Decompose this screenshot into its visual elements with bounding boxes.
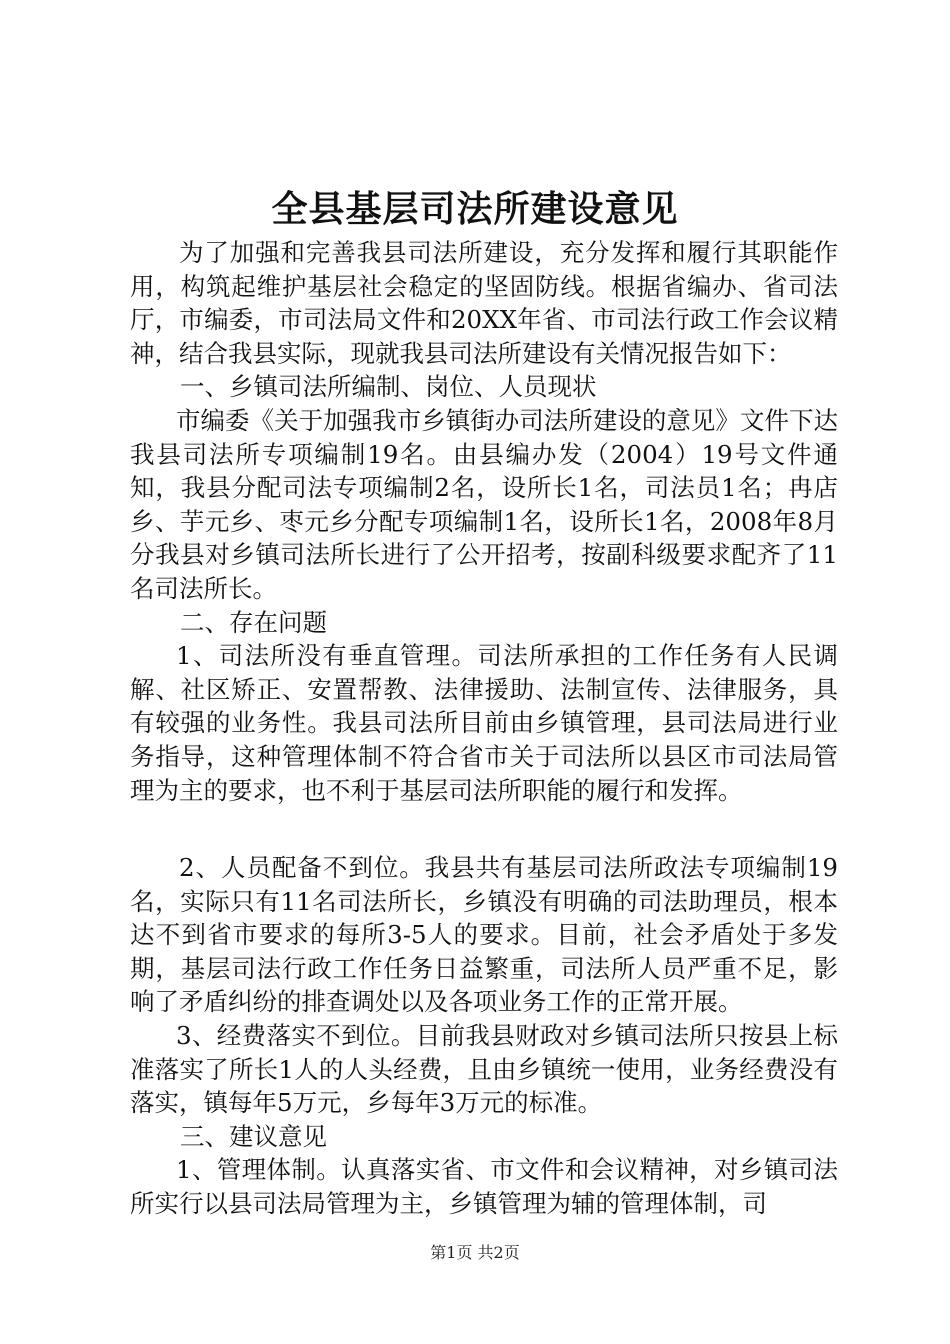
section-heading-suggestions: 三、建议意见 xyxy=(180,1121,327,1151)
page-number: 第1页 共2页 xyxy=(430,1243,520,1262)
section-heading-status: 一、乡镇司法所编制、岗位、人员现状 xyxy=(180,372,597,402)
document-title: 全县基层司法所建设意见 xyxy=(271,188,679,230)
paragraph-problem-staffing: 2、人员配备不到位。我县共有基层司法所政法专项编制19名，实际只有11名司法所长，乡镇没有明确的司法助理员，根本达不到省市要求的每所3-5人的要求。目前，社会矛盾处于多发期，基层司法行政工作任务日益繁重，司法所人员严重不足，影响了矛盾纠纷的排查调处以及各项业务工作的正常开展。 xyxy=(130,853,838,1017)
paragraph-staffing-status: 市编委《关于加强我市乡镇街办司法所建设的意见》文件下达我县司法所专项编制19名。由县编办发（2004）19号文件通知，我县分配司法专项编制2名，设所长1名，司法员1名；冉店乡、芋元乡、枣元乡分配专项编制1名，设所长1名，2008年8月分我县对乡镇司法所长进行了公开招考，按副科级要求配齐了11名司法所长。 xyxy=(130,405,838,603)
paragraph-problem-funding: 3、经费落实不到位。目前我县财政对乡镇司法所只按县上标准落实了所长1人的人头经费，且由乡镇统一使用，业务经费没有落实，镇每年5万元，乡每年3万元的标准。 xyxy=(130,1021,838,1118)
paragraph-problem-management: 1、司法所没有垂直管理。司法所承担的工作任务有人民调解、社区矫正、安置帮教、法律援助、法制宣传、法律服务，具有较强的业务性。我县司法所目前由乡镇管理，县司法局进行业务指导，这种管理体制不符合省市关于司法所以县区市司法局管理为主的要求，也不利于基层司法所职能的履行和发挥。 xyxy=(130,641,838,805)
paragraph-suggestion-management: 1、管理体制。认真落实省、市文件和会议精神，对乡镇司法所实行以县司法局管理为主，乡镇管理为辅的管理体制，司 xyxy=(130,1155,838,1219)
document-body xyxy=(130,236,838,1221)
paragraph-intro: 为了加强和完善我县司法所建设，充分发挥和履行其职能作用，构筑起维护基层社会稳定的坚固防线。根据省编办、省司法厅，市编委，市司法局文件和20XX年省、市司法行政工作会议精神，结合我县实际，现就我县司法所建设有关情况报告如下： xyxy=(130,238,838,368)
paragraph-spacer xyxy=(130,807,838,851)
section-heading-problems: 二、存在问题 xyxy=(180,607,327,637)
